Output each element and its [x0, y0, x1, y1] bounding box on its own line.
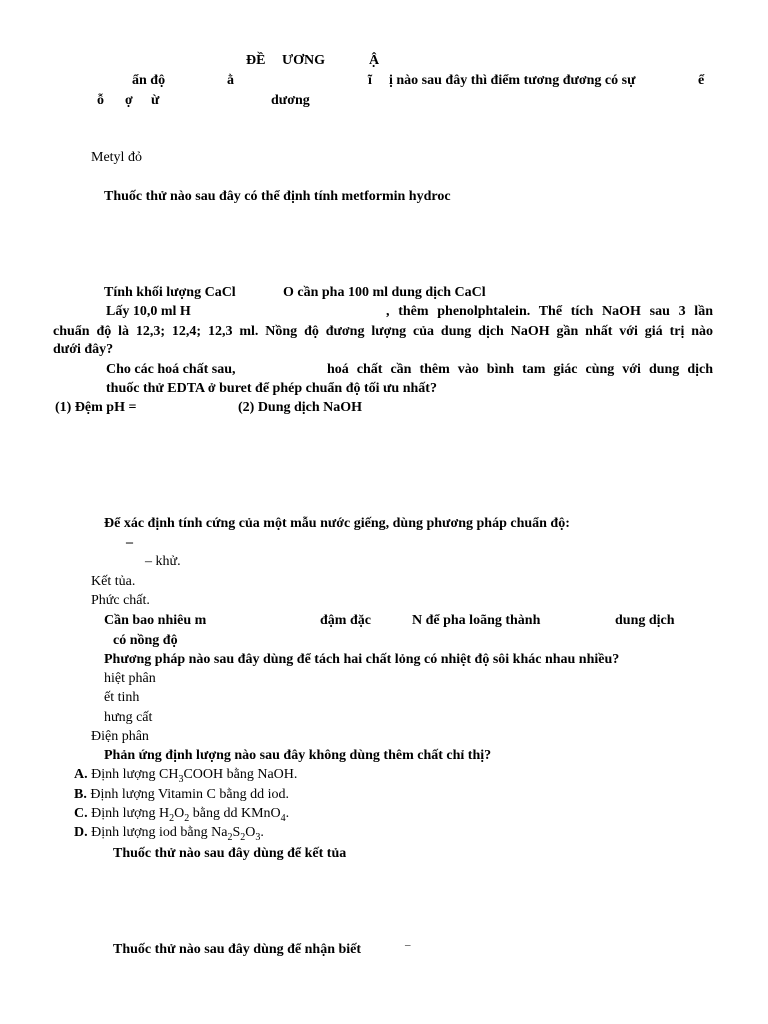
q-indicator-option-a: A. Định lượng $CH_3COOH$ bằng NaOH. [74, 767, 298, 785]
q-indicator-option-b: B. Định lượng Vitamin C bằng dd iod. [74, 787, 289, 802]
q-separate-stem: Phương pháp nào sau đây dùng để tách hai chất lỏng có nhiệt độ sôi khác nhau nhiều? [104, 652, 620, 667]
q1-frag-e: ể [698, 73, 705, 88]
q1-frag-b: ằ [227, 73, 234, 88]
q-edta-l1b: hoá chất cần thêm vào bình tam giác cùng với dung dịch [327, 362, 713, 377]
q-edta-l2: thuốc thử EDTA ở buret để phép chuẩn độ tối ưu nhất? [106, 381, 437, 396]
q-separate-option-1: hiệt phân [104, 671, 156, 686]
q-naoh-l1b: , thêm phenolphtalein. Thể tích NaOH sau 3 lần [386, 304, 713, 319]
title-uong: ƯƠNG [282, 53, 326, 68]
q-identify-mark: – [405, 939, 411, 951]
metyl-do-answer: Metyl đỏ [91, 150, 142, 165]
q-separate-option-2: ết tinh [104, 690, 140, 705]
q-metformin: Thuốc thử nào sau đây có thể định tính metformin hydroc [104, 189, 451, 204]
q-indicator-stem: Phản ứng định lượng nào sau đây không dùng thêm chất chỉ thị? [104, 748, 492, 763]
q-naoh-l3: dưới đây? [53, 342, 114, 357]
q1-frag-g: ợ [125, 93, 133, 108]
q-identify: Thuốc thử nào sau đây dùng để nhận biết [113, 942, 362, 957]
q-hardness-stem: Để xác định tính cứng của một mẫu nước giếng, dùng phương pháp chuẩn độ: [104, 516, 570, 531]
q-indicator-option-d: D. Định lượng iod bằng $Na_2S_2O_3$. [74, 825, 264, 843]
option-b-label: B. [74, 787, 87, 802]
option-d-label: D. [74, 825, 88, 840]
title-fragment: Ậ [369, 53, 380, 68]
q-hardness-option-complex: Phức chất. [91, 593, 150, 608]
q-cacl-b: O cần pha 100 ml dung dịch CaCl [283, 285, 486, 300]
q-indicator-option-c: C. Định lượng $H_2O_2$ bằng dd KMnO$_4$. [74, 806, 290, 824]
q-hardness-dash: – [126, 535, 133, 550]
q-naoh-l1a: Lấy 10,0 ml H [106, 304, 191, 319]
q-naoh-l2: chuẩn độ là 12,3; 12,4; 12,3 ml. Nồng độ đương lượng của dung dịch NaOH gần nhất với giá trị nào [53, 324, 713, 339]
q-separate-option-3: hưng cất [104, 710, 153, 725]
q1-frag-i: dương [271, 93, 310, 108]
q1-frag-f: ỗ [97, 93, 104, 108]
q-edta-opt1: (1) Đệm pH = [55, 400, 137, 415]
q-cacl-a: Tính khối lượng CaCl [104, 285, 236, 300]
q-dilute-a: Cần bao nhiêu m [104, 613, 207, 628]
q-edta-opt2: (2) Dung dịch NaOH [238, 400, 363, 415]
option-c-label: C. [74, 806, 88, 821]
q-dilute-b: đậm đặc [320, 613, 371, 628]
q1-frag-a: ẩn độ [132, 73, 166, 88]
q-hardness-option-redox: – khử. [145, 554, 181, 569]
q-dilute-d: dung dịch [615, 613, 675, 628]
q-hardness-option-precip: Kết tủa. [91, 574, 136, 589]
q1-frag-d: ị nào sau đây thì điểm tương đương có sự [389, 73, 636, 88]
q-dilute-e: có nồng độ [113, 633, 178, 648]
title-de: ĐỀ [246, 53, 266, 68]
q-separate-option-4: Điện phân [91, 729, 149, 744]
q-edta-l1a: Cho các hoá chất sau, [106, 362, 236, 377]
q-precip: Thuốc thử nào sau đây dùng để kết tủa [113, 846, 347, 861]
q1-frag-c: ĩ [368, 73, 372, 88]
q-dilute-c: N để pha loãng thành [412, 613, 541, 628]
q1-frag-h: ừ [151, 93, 160, 108]
option-a-label: A. [74, 767, 88, 782]
